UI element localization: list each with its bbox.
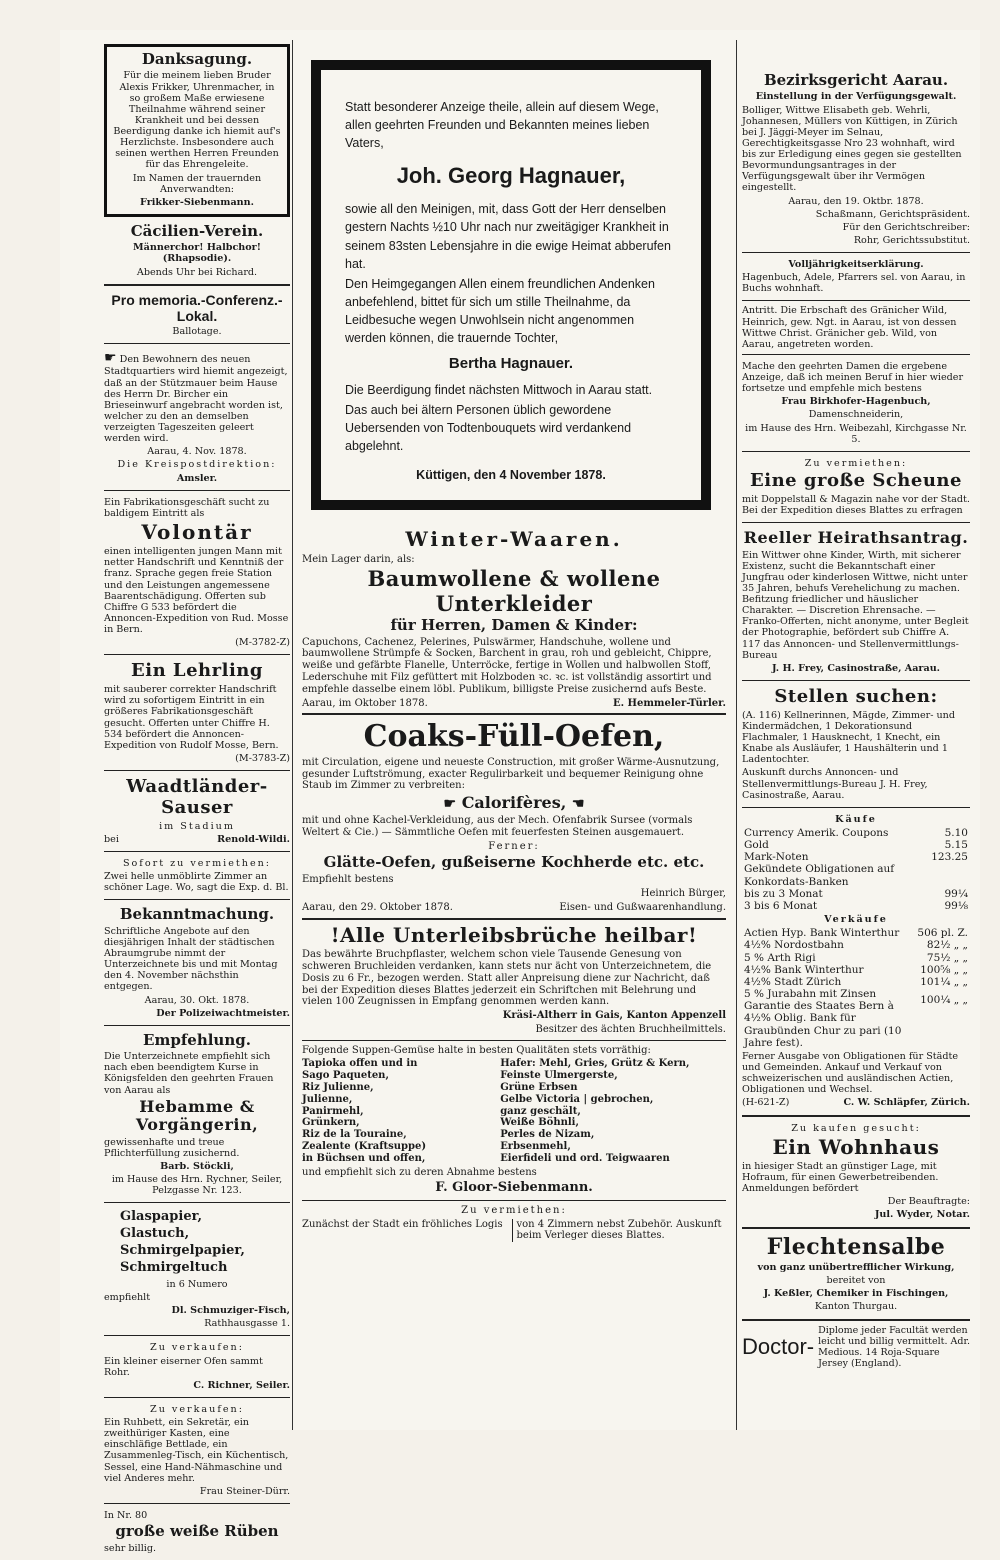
divider <box>742 1319 970 1321</box>
moebel-sig: Frau Steiner-Dürr. <box>199 1485 290 1497</box>
coaks-ferner: Ferner: <box>488 840 540 852</box>
middle-ads <box>302 528 726 1242</box>
divider <box>104 770 290 771</box>
logis-left: Zunächst der Stadt ein fröhliches Logis <box>302 1218 503 1230</box>
suppen-item: Panirmehl, <box>302 1105 364 1117</box>
winter-title: Winter-Waaren. <box>405 527 623 551</box>
suppen-left <box>302 1058 490 1164</box>
table-cell: 5.15 <box>944 839 968 852</box>
divider <box>742 300 970 301</box>
glaspapier-empf: empfiehlt <box>104 1292 151 1304</box>
glaspapier-item: Glaspapier, <box>120 1209 203 1225</box>
caecilien-line2: Abends Uhr bei Richard. <box>136 266 258 278</box>
verkaeufe-body: Ferner Ausgabe von Obligationen für Städte und Gemeinden. Ankauf und Verkauf von schweizerischen und ausländischen Actien, Obligationen und Wechsel. <box>742 1050 959 1096</box>
zimmer-body: Zwei helle unmöblirte Zimmer an schöner Lage. Wo, sagt die Exp. d. Bl. <box>104 871 289 894</box>
damen-sig1: Frau Birkhofer-Hagenbuch, <box>781 396 931 408</box>
scheune-body: mit Doppelstall & Magazin nahe vor der Stadt. Bei der Expedition dieses Blattes zu erfragen <box>742 493 970 516</box>
moebel-title: Zu verkaufen: <box>150 1403 244 1415</box>
suppen-sig: F. Gloor-Siebenmann. <box>435 1180 593 1196</box>
flechten-big: Flechtensalbe <box>766 1233 946 1260</box>
obit-p5: Das auch bei ältern Personen üblich gewordene Uebersenden von Todtenbouquets wird verdankend abgelehnt. <box>345 403 632 454</box>
empfehlung-ad <box>104 1032 290 1197</box>
bezirk-sig2: Für den Gerichtschreiber: <box>842 221 970 233</box>
doctor-ad <box>742 1325 970 1369</box>
logis-ad <box>302 1219 726 1243</box>
wohnhaus-ad <box>742 1123 970 1221</box>
stadtquartier-date: Aarau, 4. Nov. 1878. <box>147 446 247 458</box>
sauser-line1: im Stadium <box>159 820 235 832</box>
table-cell: 4½% Bank Winterthur <box>744 963 864 976</box>
promemoria-ad <box>104 292 290 338</box>
caecilien-ad <box>104 223 290 278</box>
divider <box>742 451 970 452</box>
logis-right: von 4 Zimmern nebst Zubehör. Auskunft beim Verleger dieses Blattes. <box>512 1219 727 1243</box>
column-left <box>104 40 290 1560</box>
divider <box>104 284 290 286</box>
scheune-big: Eine große Scheune <box>750 469 962 491</box>
divider <box>104 1202 290 1203</box>
bekanntmachung-sig: Der Polizeiwachtmeister. <box>156 1007 290 1019</box>
verkaeufe-sig: C. W. Schläpfer, Zürich. <box>843 1097 970 1109</box>
volontaer-ad <box>104 497 290 649</box>
coaks-sig1: Heinrich Bürger, <box>640 887 726 899</box>
divider <box>302 1200 726 1201</box>
suppen-item: Tapioka offen und in <box>302 1058 418 1070</box>
winter-sig: E. Hemmeler-Türler. <box>612 697 726 709</box>
table-row <box>742 851 970 863</box>
table-cell: Actien Hyp. Bank Winterthur <box>744 927 900 940</box>
winter-body: Capuchons, Cachenez, Pelerines, Pulswärmer, Handschuhe, wollene und baumwollene Strümpfe & Socken, Barchent in grau, roh und gebleicht, Chippre, weiße und gefärbte Flanelle, Unterröcke, fertige in Wollen und halbwollen Stoff, Lederschuhe mit Filz gefüttert mit Holzboden ꝛc. ꝛc. ist vollständig assortirt und empfehle dasselbe einem löbl. Publikum, billigste Preise zusichernd aufs Beste. <box>302 636 712 695</box>
suppen-item: Perles de Nizam, <box>500 1129 595 1141</box>
column-right <box>742 66 970 1369</box>
obituary <box>311 60 711 510</box>
suppen-end: und empfiehlt sich zu deren Abnahme bestens <box>302 1166 537 1178</box>
suppen-item: Eierfideli und ord. Teigwaaren <box>500 1152 670 1164</box>
heirat-title: Reeller Heirathsantrag. <box>743 528 969 548</box>
empfehlung-body2: gewissenhafte und treue Pflichterfüllung zusichernd. <box>104 1136 240 1159</box>
flechten-ad <box>742 1235 970 1313</box>
suppen-item: Riz de la Touraine, <box>302 1129 407 1141</box>
caecilien-line1: Männerchor! Halbchor! (Rhapsodie). <box>133 242 261 265</box>
flechten-line: bereitet von <box>826 1275 886 1287</box>
danksagung-body: Für die meinem lieben Bruder Alexis Frikker, Uhrenmacher, in so großem Maße erwiesene Theilnahme während seiner Krankheit und bei dessen Beerdigung danke ich hiemit auf's Herzlichste. Insbesondere auch seinen werthen Herren Freunden für das Ehrengeleite. <box>113 70 281 171</box>
divider <box>104 343 290 344</box>
suppen-item: Erbsenmehl, <box>500 1141 571 1153</box>
doctor-big: Doctor- <box>742 1333 815 1359</box>
stadtquartier-sig2: Amsler. <box>176 472 218 484</box>
table-row <box>742 1012 970 1049</box>
coaks-body2: mit und ohne Kachel-Verkleidung, aus der Mech. Ofenfabrik Sursee (vormals Weltert & Cie.) — Sämmtliche Oefen mit feuerfesten Steinen ausgemauert. <box>302 815 693 838</box>
damen-sig3: im Hause des Hrn. Weibezahl, Kirchgasse Nr. 5. <box>745 422 967 445</box>
damen-body: Mache den geehrten Damen die ergebene Anzeige, daß ich meinen Beruf in hier wieder fortsetze und empfehle mich bestens <box>742 360 964 395</box>
bekanntmachung-ad <box>104 906 290 1018</box>
suppen-item: Feinste Ulmergerste, <box>500 1070 618 1082</box>
table-row <box>742 939 970 951</box>
obit-name: Joh. Georg Hagnauer, <box>396 163 626 189</box>
damen-ad <box>742 361 970 445</box>
column-rule-right <box>736 40 737 1430</box>
lehrling-title: Ein Lehrling <box>131 660 263 682</box>
kaeufe-title: Käufe <box>835 813 877 825</box>
obit-p1: Statt besonderer Anzeige theile, allein auf diesem Wege, allen geehrten Freunden und Bekannten meines lieben Vaters, <box>345 100 659 151</box>
newspaper-page <box>60 30 980 1554</box>
lehrling-body: mit sauberer correkter Handschrift wird zu sofortigem Eintritt in ein größeres Fabrikationsgeschäft gesucht. Offerten unter Chiffre H. 534 befördert die Annoncen-Expedition von Rudolf Mosse, Bern. <box>104 684 279 751</box>
table-row <box>742 952 970 964</box>
danksagung-sig2: Frikker-Siebenmann. <box>140 196 254 208</box>
table-cell: Currency Amerik. Coupons <box>744 826 889 839</box>
empfehlung-title: Empfehlung. <box>143 1030 251 1049</box>
divider <box>104 1503 290 1504</box>
table-cell: 100¼ „ „ <box>920 994 968 1007</box>
table-cell: 4½% Oblig. Bank für Graubünden Chur zu pari (10 Jahre fest). <box>744 1012 902 1049</box>
table-row <box>742 976 970 988</box>
zimmer-ad <box>104 858 290 893</box>
verkaeufe-table <box>742 927 970 1049</box>
table-cell: 5.10 <box>944 826 968 839</box>
caecilien-title: Cäcilien-Verein. <box>130 221 264 240</box>
lehrling-code: (M-3783-Z) <box>235 752 290 764</box>
suppen-item: Zealente (Kraftsuppe) <box>302 1141 427 1153</box>
wohnhaus-sig2: Jul. Wyder, Notar. <box>874 1209 970 1221</box>
table-row <box>742 964 970 976</box>
empfehlung-body: Die Unterzeichnete empfiehlt sich nach eben beendigtem Kurse in Königsfelden den geehrten Frauen von Aarau als <box>104 1051 274 1096</box>
empfehlung-big: Hebamme & Vorgängerin, <box>135 1096 259 1135</box>
divider <box>104 654 290 655</box>
bezirk-title: Bezirksgericht Aarau. <box>763 71 949 89</box>
heirat-sig: J. H. Frey, Casinostraße, Aarau. <box>771 662 941 674</box>
rueben-line1: In Nr. 80 <box>104 1509 148 1521</box>
bezirk-ad <box>742 72 970 246</box>
divider <box>302 713 726 715</box>
divider <box>104 1397 290 1398</box>
table-cell: 5 % Arth Rigi <box>744 951 816 964</box>
pointing-hand-icon: ☛ <box>104 350 117 367</box>
bezirk-date: Aarau, den 19. Oktbr. 1878. <box>788 195 924 207</box>
table-cell: 99¼ <box>944 887 968 900</box>
divider <box>742 522 970 523</box>
table-row <box>742 900 970 912</box>
divider <box>104 1025 290 1026</box>
bruch-body: Das bewährte Bruchpflaster, welchem schon viele Tausende Genesung von schweren Bruchleiden verdanken, kann stets nur ächt von Unterzeichnetem, die Dosis zu 6 Fr., bezogen werden. Statt aller Anpreisung diene zur Nachricht, daß bei der Expedition dieses Blattes jederzeit ein Schriftchen mit Belehrung und vielen 100 Zeugnissen in Empfang genommen werden kann. <box>302 949 712 1008</box>
divider <box>302 1040 726 1041</box>
stadtquartier-body: Den Bewohnern des neuen Stadtquartiers wird hiemit angezeigt, daß an der Stützmauer beim Hause des Herrn Dr. Bircher ein Brieseinwurf angebracht worden ist, welcher zu den an demselben verzeigten Tageszeiten geleert werden wird. <box>104 354 288 445</box>
table-cell: 75½ „ „ <box>926 951 968 964</box>
flechten-sig2: Kanton Thurgau. <box>814 1301 898 1313</box>
suppen-right <box>500 1058 726 1164</box>
table-cell: 100⅝ „ „ <box>920 963 968 976</box>
sauser-ad <box>104 777 290 845</box>
pointing-hand-icon: ☚ <box>571 796 585 813</box>
table-cell: Gekündete Obligationen auf Konkordats-Banken <box>744 863 895 888</box>
obit-date: Küttigen, den 4 November 1878. <box>416 467 606 482</box>
suppen-item: Grüne Erbsen <box>500 1082 578 1094</box>
divider <box>742 680 970 681</box>
wohnhaus-sig1: Der Beauftragte: <box>887 1196 970 1208</box>
glaspapier-sig1: Dl. Schmuziger-Fisch, <box>171 1305 290 1317</box>
table-cell: 99⅛ <box>944 899 968 912</box>
divider <box>742 1227 970 1229</box>
kurs-ad <box>742 814 970 1109</box>
stadtquartier-ad <box>104 350 290 483</box>
stadtquartier-sig1: Die Kreispostdirektion: <box>117 459 277 471</box>
scheune-ad <box>742 458 970 516</box>
divider <box>742 807 970 808</box>
table-cell: bis zu 3 Monat <box>744 887 823 900</box>
moebel-body: Ein Ruhbett, ein Sekretär, ein zweithüriger Kasten, eine einschläfige Bettlade, ein Zusammenleg-Tisch, ein Küchentisch, Sessel, eine Hand-Nähmaschine und viel Anderes mehr. <box>104 1417 289 1484</box>
obit-p2: sowie all den Meinigen, mit, dass Gott der Herr denselben gestern Nachts ½10 Uhr nach nur zweitägiger Krankheit in seinem 83sten Lebensjahre in die ewige Heimat abberufen hat. <box>345 202 671 271</box>
table-row <box>742 827 970 839</box>
rueben-line2: sehr billig. <box>104 1542 157 1554</box>
sauser-title: Waadtländer-Sauser <box>126 776 268 818</box>
table-row <box>742 839 970 851</box>
logis-title: Zu vermiethen: <box>461 1204 567 1216</box>
bekanntmachung-body: Schriftliche Angebote auf den diesjährigen Inhalt der städtischen Abraumgrube nimmt der Unterzeichnete bis und mit Montag den 4. November nächsthin entgegen. <box>104 925 278 993</box>
volljaehrig-body: Hagenbuch, Adele, Pfarrers sel. von Aarau, in Buchs wohnhaft. <box>742 272 966 295</box>
glaspapier-item: Schmirgelpapier, <box>120 1243 245 1259</box>
zimmer-title: Sofort zu vermiethen: <box>122 858 272 870</box>
table-cell: 3 bis 6 Monat <box>744 899 818 912</box>
volljaehrig-ad <box>742 259 970 294</box>
damen-sig2: Damenschneiderin, <box>808 409 904 421</box>
rueben-ad <box>104 1510 290 1554</box>
table-cell: 82½ „ „ <box>926 939 968 952</box>
obit-p3: Den Heimgegangen Allen einem freundlichen Andenken anbefehlend, bittet für sich um stille Theilnahme, da Leidbesuche wegen Unwohlsein nicht angenommen werden können, die trauernde Tochter, <box>345 276 655 346</box>
coaks-body: mit Circulation, eigene und neueste Construction, mit großer Wärme-Ausnutzung, gesunder Luftströmung, exacter Regulirbarkeit und bequemer Reinigung ohne Staub im Zimmer zu verbreiten: <box>302 756 720 792</box>
coaks-empf: Empfiehlt bestens <box>302 874 394 886</box>
bezirk-sig1: Schaßmann, Gerichtspräsident. <box>815 208 970 220</box>
sauser-name: Renold-Wildi. <box>217 833 290 845</box>
suppen-item: Julienne, <box>302 1093 353 1105</box>
suppen-item: Riz Julienne, <box>302 1082 374 1094</box>
obit-p4: Die Beerdigung findet nächsten Mittwoch in Aarau statt. <box>345 383 653 398</box>
glaspapier-line: in 6 Numero <box>166 1278 228 1290</box>
table-cell: 101¼ „ „ <box>920 975 968 988</box>
glaspapier-list <box>104 1209 290 1277</box>
bekanntmachung-title: Bekanntmachung. <box>119 905 275 924</box>
coaks-date: Aarau, den 29. Oktober 1878. <box>302 901 453 913</box>
scheune-title: Zu vermiethen: <box>804 457 908 469</box>
ofen-title: Zu verkaufen: <box>150 1342 244 1354</box>
suppen-item: Sago Paqueten, <box>302 1070 389 1082</box>
stellen-ad <box>742 687 970 801</box>
divider <box>104 490 290 491</box>
volontaer-title: Volontär <box>141 519 253 544</box>
winter-big: Baumwollene & wollene Unterkleider <box>367 566 661 617</box>
flechten-sig1: J. Keßler, Chemiker in Fischingen, <box>763 1288 949 1300</box>
wohnhaus-body: in hiesiger Stadt an günstiger Lage, mit Hofraum, für einen Gewerbetreibenden. Anmeldungen befördert <box>742 1160 939 1195</box>
kaeufe-table <box>742 827 970 912</box>
table-cell: Mark-Noten <box>744 851 809 864</box>
suppen-item: Grünkern, <box>302 1117 360 1129</box>
wohnhaus-big: Ein Wohnhaus <box>772 1134 940 1159</box>
empfehlung-sig: Barb. Stöckli, <box>160 1161 234 1173</box>
glaspapier-item: Glastuch, <box>120 1226 190 1242</box>
volontaer-intro: Ein Fabrikationsgeschäft sucht zu baldigem Eintritt als <box>104 496 270 519</box>
flechten-sub: von ganz unübertrefflicher Wirkung, <box>757 1262 955 1274</box>
table-row <box>742 988 970 1012</box>
promemoria-title: Pro memoria.-Conferenz.-Lokal. <box>111 291 283 324</box>
table-cell <box>915 1012 970 1049</box>
divider <box>104 851 290 852</box>
coaks-line: Glätte-Oefen, gußeiserne Kochherde etc. etc. <box>323 853 705 872</box>
table-row <box>742 863 970 887</box>
divider <box>742 252 970 253</box>
table-cell <box>929 863 970 887</box>
suppen-item: in Büchsen und offen, <box>302 1152 426 1164</box>
bruch-title: !Alle Unterleibsbrüche heilbar! <box>330 922 698 947</box>
stellen-body2: Auskunft durchs Annoncen- und Stellenvermittlungs-Bureau J. H. Frey, Casinostraße, Aarau. <box>742 767 928 801</box>
divider <box>742 354 970 355</box>
stellen-title: Stellen suchen: <box>774 685 938 707</box>
winter-intro: Mein Lager darin, als: <box>302 553 415 565</box>
suppen-item: Gelbe Victoria | gebrochen, <box>500 1093 654 1105</box>
glaspapier-item: Schmirgeltuch <box>120 1260 228 1276</box>
bezirk-sub: Einstellung in der Verfügungsgewalt. <box>755 91 957 103</box>
divider <box>104 1335 290 1336</box>
coaks-calor: Calorifères, <box>461 793 567 813</box>
pointing-hand-icon: ☛ <box>443 796 457 813</box>
rueben-title: große weiße Rüben <box>115 1522 279 1541</box>
glaspapier-ad <box>104 1209 290 1329</box>
table-row <box>742 888 970 900</box>
table-cell: 5 % Jurabahn mit Zinsen Garantie des Staates Bern à <box>744 988 894 1013</box>
divider <box>104 899 290 900</box>
danksagung-title: Danksagung. <box>141 50 253 68</box>
bezirk-body: Bolliger, Wittwe Elisabeth geb. Wehrli, Johannesen, Müllers von Küttigen, in Zürich bei J. Jäggi-Meyer im Selnau, Gerechtigkeitsgasse Nro 23 wohnhaft, wird bis zur Erledigung eines gegen sie gestellten Bevormundungsantrages in der Verfügungsgewalt über ihr Vermögen eingestellt. <box>742 104 962 194</box>
heirat-body: Ein Wittwer ohne Kinder, Wirth, mit sicherer Existenz, sucht die Bekanntschaft einer Jungfrau oder kinderlosen Wittwe, nicht unter 35 Jahren, behufs Verehelichung zu machen. Befitzung friedlicher und häuslicher Charakter. — Discretion Ehrensache. — Franko-Offerten, nicht anonyme, unter Begleit der Photographie, befördert sub Chiffre A. 117 das Annoncen- und Stellenvermittlungs-Bureau <box>742 549 969 661</box>
promemoria-sub: Ballotage. <box>172 326 222 338</box>
suppen-item: ganz geschält, <box>500 1105 581 1117</box>
ofen-ad <box>104 1342 290 1391</box>
wohnhaus-title: Zu kaufen gesucht: <box>791 1122 921 1134</box>
suppen-item: Hafer: Mehl, Gries, Grütz & Kern, <box>500 1058 690 1070</box>
obit-daughter: Bertha Hagnauer. <box>448 355 574 373</box>
bezirk-sig3: Rohr, Gerichtssubstitut. <box>853 234 970 246</box>
glaspapier-sig2: Rathhausgasse 1. <box>204 1318 290 1330</box>
danksagung-ad <box>104 44 290 217</box>
verkaeufe-title: Verkäufe <box>824 914 888 926</box>
table-cell: 123.25 <box>931 851 968 864</box>
volontaer-body: einen intelligenten jungen Mann mit netter Handschrift und Kenntniß der franz. Sprache gegen freie Station und den Leistungen angemessene Baarentschädigung. Offerten sub Chiffre G 533 befördert die Annoncen-Expedition von Rud. Mosse in Bern. <box>104 546 289 636</box>
coaks-sig2: Eisen- und Gußwaarenhandlung. <box>559 901 726 913</box>
bruch-sig2: Besitzer des ächten Bruchheilmittels. <box>535 1023 726 1035</box>
bekanntmachung-date: Aarau, 30. Okt. 1878. <box>144 994 250 1006</box>
lehrling-ad <box>104 661 290 764</box>
volontaer-code: (M-3782-Z) <box>235 637 290 649</box>
table-cell: 4½% Nordostbahn <box>744 939 844 952</box>
table-row <box>742 927 970 939</box>
winter-date: Aarau, im Oktober 1878. <box>302 697 428 709</box>
column-rule-left <box>292 40 293 1430</box>
heirat-ad <box>742 529 970 674</box>
table-cell: Gold <box>744 839 769 852</box>
stellen-body: (A. 116) Kellnerinnen, Mägde, Zimmer- und Kindermädchen, 1 Dekorationsund Flachmaler, 1 Hausknecht, 1 Knecht, ein Knabe als Ausläufer, 1 Haushälterin und 1 Ladentochter. <box>742 709 956 766</box>
ofen-sig: C. Richner, Seiler. <box>193 1379 290 1391</box>
doctor-body: Diplome jeder Facultät werden leicht und billig vermittelt. Adr. Medious. 14 Roja-Square Jersey (England). <box>818 1324 970 1369</box>
ofen-body: Ein kleiner eiserner Ofen sammt Rohr. <box>104 1355 263 1378</box>
table-cell: 506 pl. Z. <box>917 927 968 940</box>
verkaeufe-code: (H-621-Z) <box>742 1097 790 1109</box>
suppen-item: Weiße Böhnli, <box>500 1117 579 1129</box>
divider <box>302 918 726 920</box>
suppen-intro: Folgende Suppen-Gemüse halte in besten Qualitäten stets vorräthig: <box>302 1044 651 1056</box>
suppen-list <box>302 1058 726 1164</box>
table-cell: 4½% Stadt Zürich <box>744 975 842 988</box>
antritt-body: Antritt. Die Erbschaft des Gränicher Wild, Heinrich, gew. Ngt. in Aarau, ist von dessen Wittwe Christ. Gränicher geb. Wild, von Aarau, angetreten worden. <box>742 305 957 350</box>
danksagung-sig1: Im Namen der trauernden Anverwandten: <box>132 172 262 195</box>
winter-sub: für Herren, Damen & Kinder: <box>390 615 638 634</box>
volljaehrig-title: Volljährigkeitserklärung. <box>788 259 924 271</box>
divider <box>742 1115 970 1117</box>
empfehlung-addr: im Hause des Hrn. Rychner, Seiler, Pelzgasse Nr. 123. <box>111 1174 283 1197</box>
moebel-ad <box>104 1404 290 1497</box>
bruch-sig1: Kräsi-Altherr in Gais, Kanton Appenzell <box>502 1010 726 1022</box>
coaks-title: Coaks-Füll-Oefen, <box>363 719 665 755</box>
sauser-bei: bei <box>104 833 119 845</box>
